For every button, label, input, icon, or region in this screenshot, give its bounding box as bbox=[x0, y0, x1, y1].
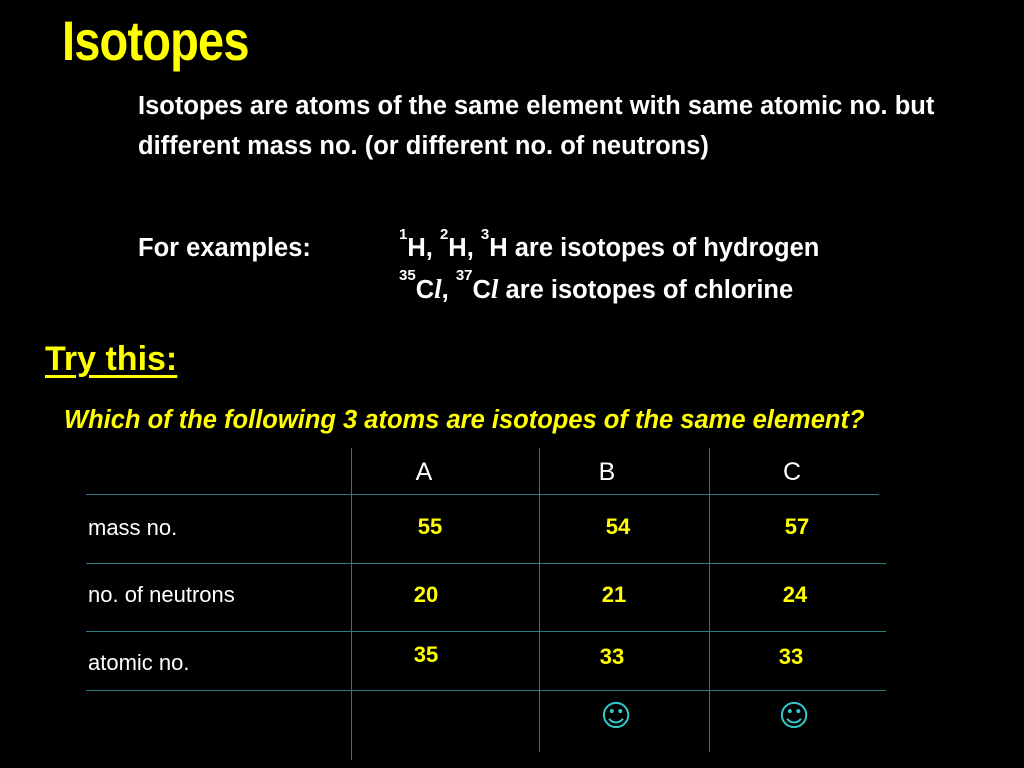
hydrogen-1-mass: 1 bbox=[399, 226, 408, 243]
chlorine-37-symbol: C bbox=[472, 276, 491, 304]
chlorine-37-symbol-l: l bbox=[490, 274, 499, 304]
hydrogen-3-mass: 3 bbox=[480, 226, 490, 243]
try-this-heading: Try this: bbox=[45, 340, 178, 378]
atomic-no-b: 33 bbox=[599, 644, 625, 669]
chlorine-comma: , bbox=[441, 276, 449, 304]
chlorine-35-symbol-l: l bbox=[434, 274, 442, 304]
neutrons-c: 24 bbox=[782, 582, 808, 607]
hydrogen-2-symbol: H, bbox=[448, 234, 474, 262]
hydrogen-example bbox=[399, 227, 819, 269]
column-header-b: B bbox=[598, 458, 616, 486]
row-label-mass-no: mass no. bbox=[88, 515, 178, 540]
table-divider bbox=[86, 631, 886, 632]
smiley-icon: ☺ bbox=[600, 699, 632, 734]
atomic-no-c: 33 bbox=[778, 644, 804, 669]
atomic-no-a: 35 bbox=[413, 642, 439, 667]
mass-no-a: 55 bbox=[417, 514, 443, 539]
chlorine-example bbox=[399, 268, 793, 311]
mass-no-b: 54 bbox=[605, 514, 631, 539]
hydrogen-3-symbol: H bbox=[489, 234, 508, 262]
row-label-neutrons: no. of neutrons bbox=[88, 582, 235, 607]
hydrogen-example-suffix: are isotopes of hydrogen bbox=[514, 234, 820, 262]
neutrons-a: 20 bbox=[413, 582, 439, 607]
table-divider bbox=[86, 563, 886, 564]
smiley-icon: ☺ bbox=[778, 699, 810, 734]
column-header-a: A bbox=[415, 458, 433, 486]
isotope-definition: Isotopes are atoms of the same element with same atomic no. but different mass no. (or different no. of neutrons) bbox=[138, 92, 935, 160]
column-header-c: C bbox=[782, 458, 802, 486]
examples-label: For examples: bbox=[138, 234, 311, 262]
question-text: Which of the following 3 atoms are isotopes of the same element? bbox=[64, 406, 865, 434]
chlorine-37-mass: 37 bbox=[455, 267, 473, 284]
hydrogen-2-mass: 2 bbox=[439, 226, 449, 243]
row-label-atomic-no: atomic no. bbox=[88, 650, 190, 675]
table-divider bbox=[86, 690, 886, 691]
chlorine-35-mass: 35 bbox=[399, 267, 416, 284]
chlorine-example-suffix: are isotopes of chlorine bbox=[505, 276, 794, 304]
table-divider bbox=[86, 494, 879, 495]
chlorine-35-symbol: C bbox=[415, 276, 435, 304]
hydrogen-1-symbol: H, bbox=[407, 234, 433, 262]
slide-title: Isotopes bbox=[62, 9, 249, 72]
neutrons-b: 21 bbox=[601, 582, 627, 607]
mass-no-c: 57 bbox=[784, 514, 810, 539]
